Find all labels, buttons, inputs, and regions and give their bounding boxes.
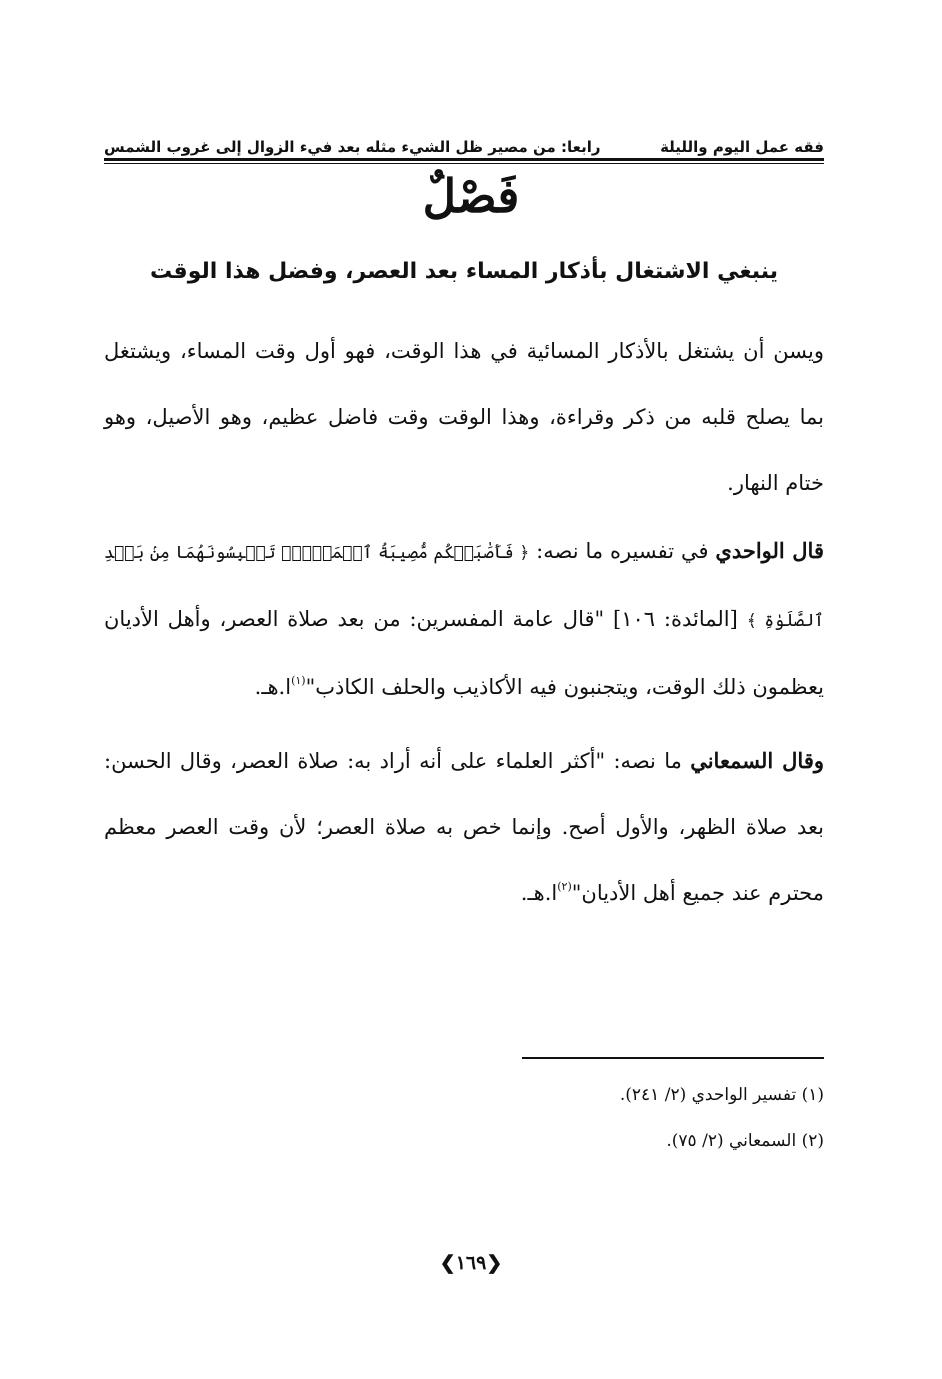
quran-verse: ﴿ فَأَصَٰبَتۡكُم مُّصِيبَةُ ٱلۡمَوۡتِۚ تَحۡبِسُونَهُمَا مِنۢ بَعۡدِ ٱلصَّلَوٰةِ ﴾: [104, 543, 824, 631]
running-header: [104, 128, 824, 156]
section-title: رابعا: من مصير ظل الشيء مثله بعد فيء الزوال إلى غروب الشمس: [104, 138, 601, 156]
header-rule-thin: [104, 163, 824, 164]
paragraph-2-rest: [المائدة: ١٠٦] "قال عامة المفسرين: من بعد صلاة العصر، وأهل الأديان يعظمون ذلك الوقت، ويتجنبون فيه الأكاذيب والحلف الكاذب": [104, 607, 824, 699]
footnote-ref-2[interactable]: (٢): [557, 880, 572, 893]
paragraph-3-end: ا.هـ.: [520, 881, 558, 905]
footnote-1: (١) تفسير الواحدي (٢/ ٢٤١).: [619, 1085, 824, 1105]
paragraph-3-lead: وقال السمعاني: [690, 748, 824, 773]
footnote-ref-1[interactable]: (١): [291, 674, 306, 687]
page-number-ornament-left: ❮: [439, 1252, 456, 1274]
paragraph-3-rest: ما نصه: "أكثر العلماء على أنه أراد به: صلاة العصر، وقال الحسن: بعد صلاة الظهر، والأول أصح. وإنما خص به صلاة العصر؛ لأن وقت العصر معظم محترم عند جميع أهل الأديان": [104, 749, 824, 905]
section-subheading: ينبغي الاشتغال بأذكار المساء بعد العصر، وفضل هذا الوقت: [150, 259, 778, 284]
footnote-2: (٢) السمعاني (٢/ ٧٥).: [666, 1131, 824, 1151]
page-number-value: ١٦٩: [455, 1252, 487, 1274]
book-title: فقه عمل اليوم والليلة: [660, 138, 824, 156]
paragraph-2-end: ا.هـ.: [254, 675, 292, 699]
paragraph-3: [104, 728, 884, 926]
footnote-rule: [522, 1057, 824, 1059]
paragraph-2: [104, 518, 884, 720]
page-number-ornament-right: ❯: [486, 1252, 503, 1274]
paragraph-1: [104, 318, 884, 516]
chapter-heading: فَصْلٌ: [422, 169, 520, 223]
paragraph-1-text: ويسن أن يشتغل بالأذكار المسائية في هذا الوقت، فهو أول وقت المساء، ويشتغل بما يصلح قلبه من ذكر وقراءة، وهذا الوقت وقت فاضل عظيم، وهو الأصيل، وهو ختام النهار.: [104, 339, 824, 495]
page-number: [0, 1248, 942, 1278]
paragraph-2-lead: قال الواحدي: [715, 538, 824, 563]
footnotes: [104, 1072, 824, 1164]
header-rule: [104, 158, 824, 161]
paragraph-2-intro: في تفسيره ما نصه:: [529, 539, 716, 563]
